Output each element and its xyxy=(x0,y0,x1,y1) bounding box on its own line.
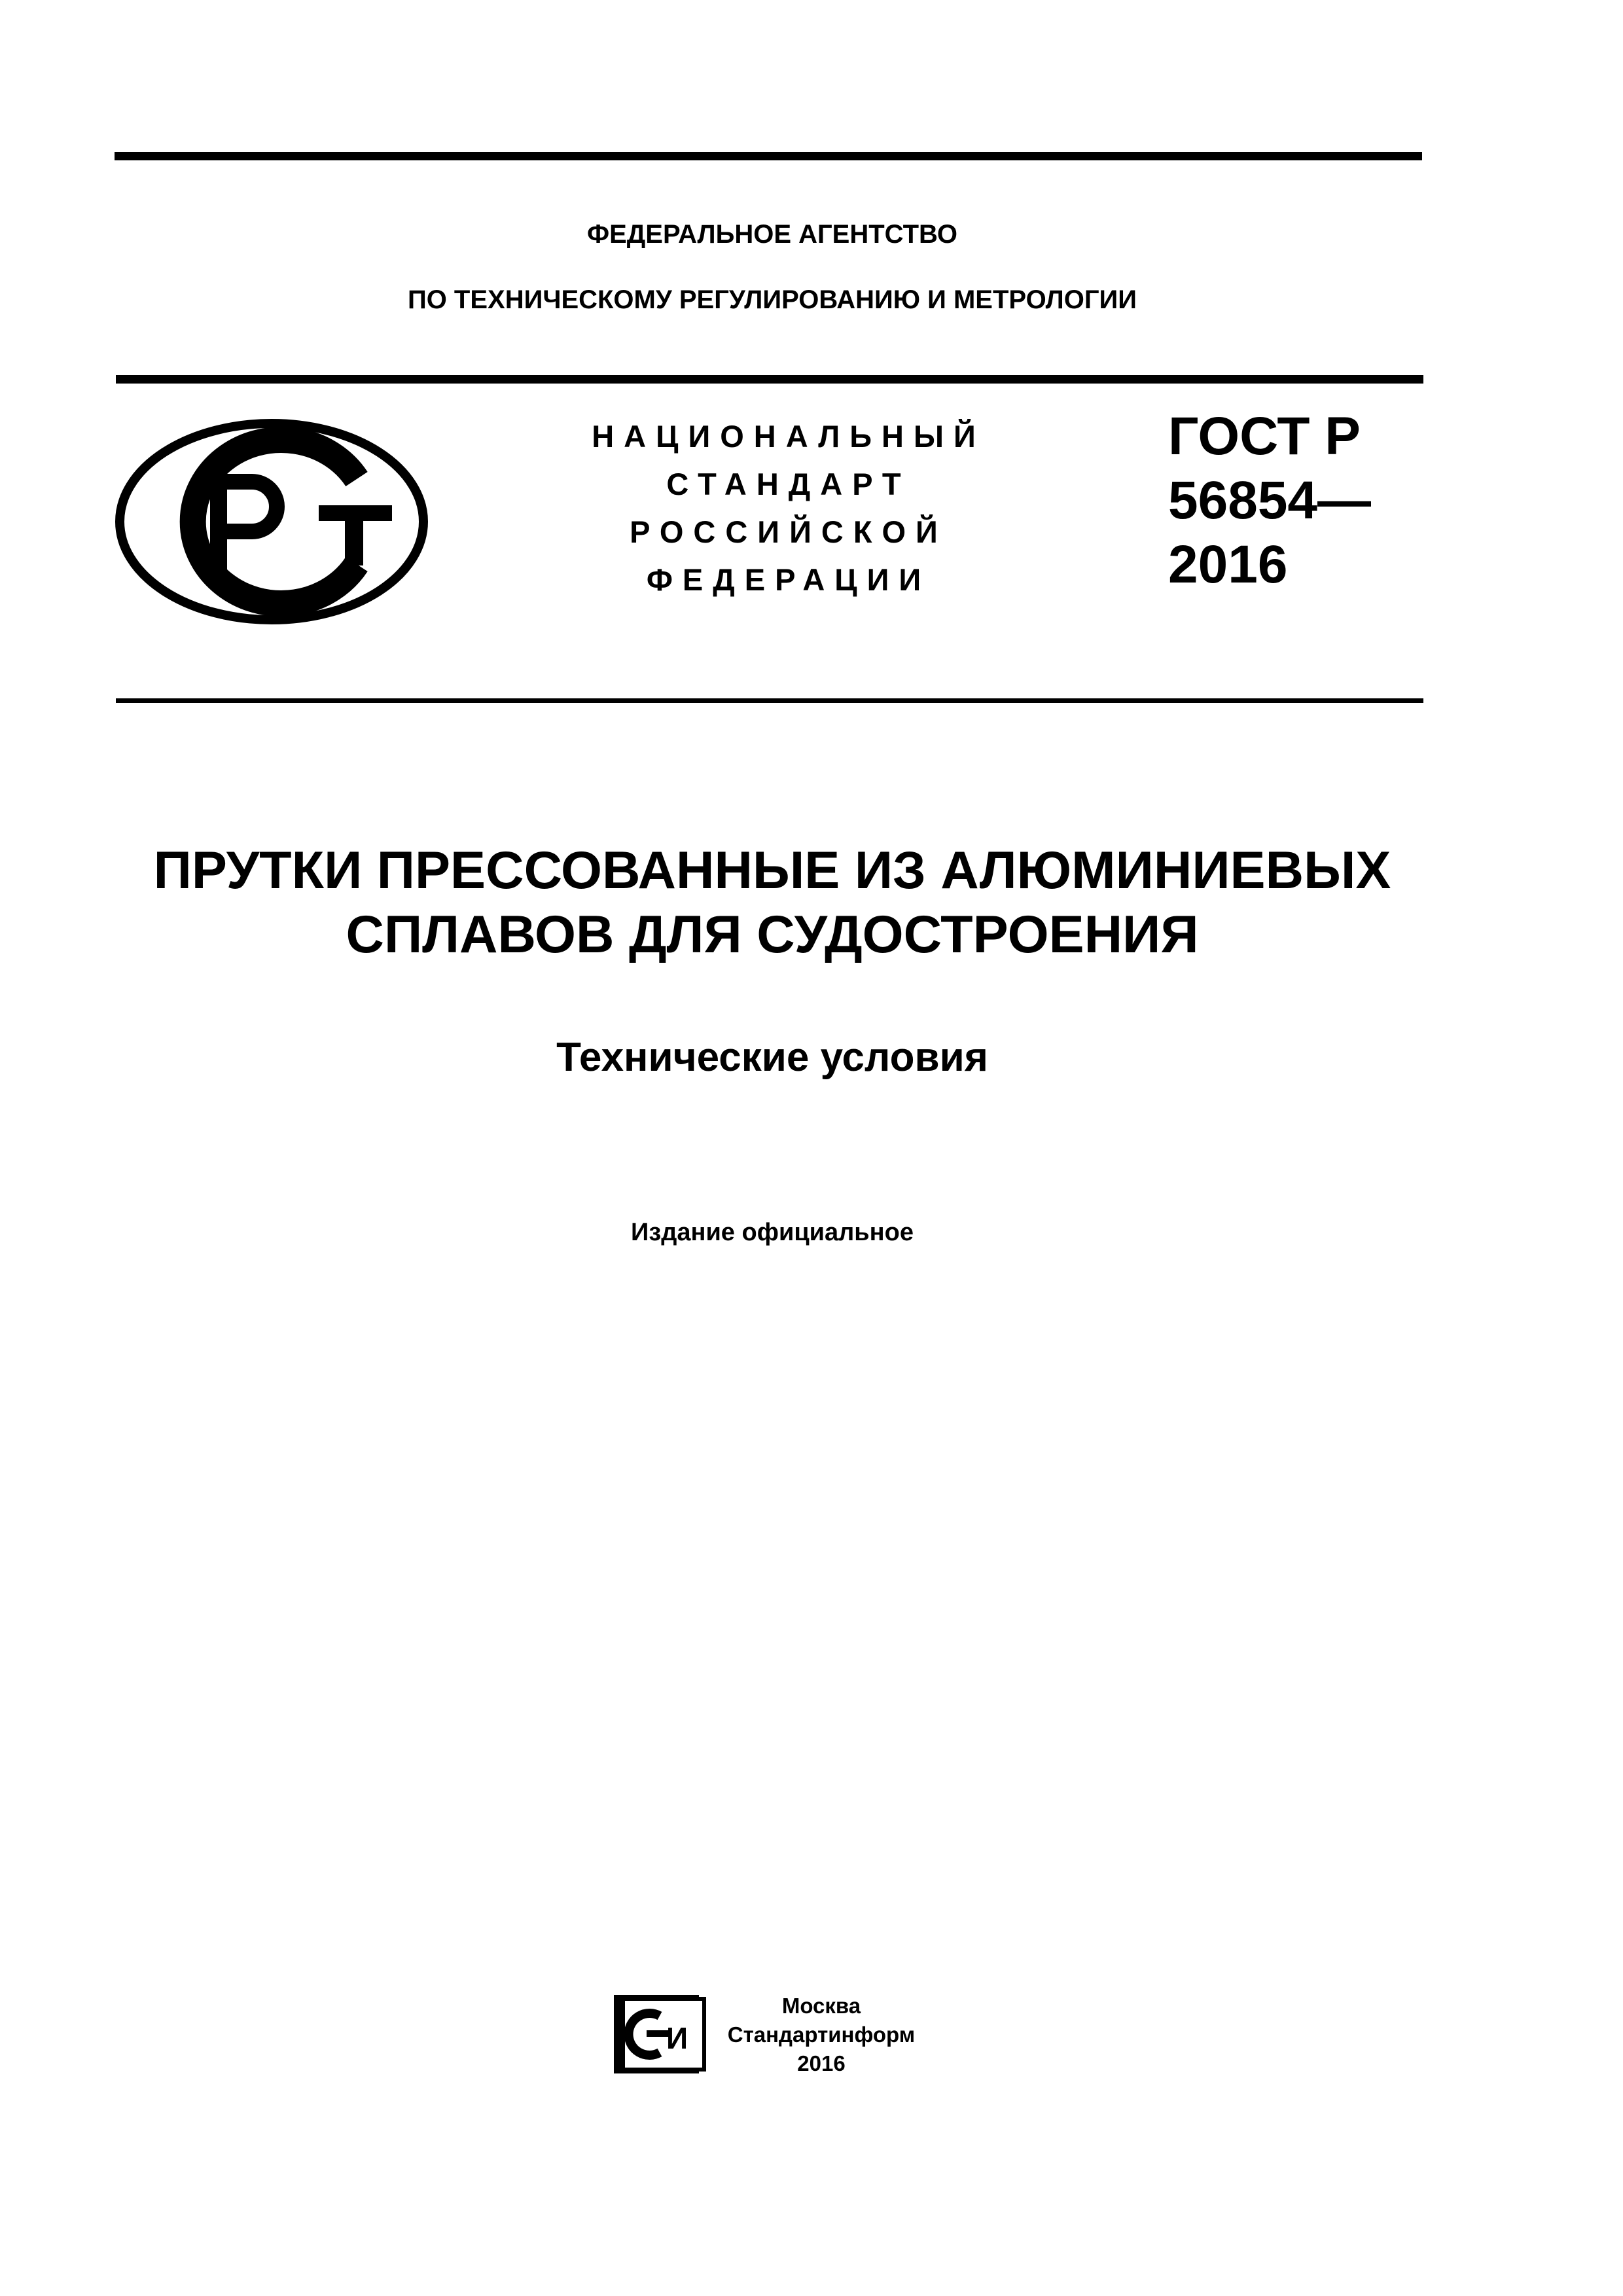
standard-type-line-3: РОССИЙСКОЙ xyxy=(630,514,948,549)
publisher-name: Стандартинформ xyxy=(727,2022,916,2047)
document-title-line-2: СПЛАВОВ ДЛЯ СУДОСТРОЕНИЯ xyxy=(346,905,1199,964)
designation-rule xyxy=(116,698,1423,703)
publisher-block xyxy=(723,1992,919,2078)
standartinform-logo-icon xyxy=(614,1995,707,2076)
top-rule xyxy=(115,152,1422,160)
publisher-city: Москва xyxy=(781,1994,861,2018)
designation-year: 2016 xyxy=(1168,535,1288,594)
designation-number: 56854— xyxy=(1168,471,1372,530)
standard-type-line-4: ФЕДЕРАЦИИ xyxy=(646,562,931,597)
agency-line-2: ПО ТЕХНИЧЕСКОМУ РЕГУЛИРОВАНИЮ И МЕТРОЛОГИИ xyxy=(407,285,1137,314)
agency-line-1: ФЕДЕРАЛЬНОЕ АГЕНТСТВО xyxy=(586,220,958,249)
svg-text:И: И xyxy=(666,2021,688,2055)
designation-prefix: ГОСТ Р xyxy=(1168,406,1361,466)
edition-label: Издание официальное xyxy=(631,1219,914,1246)
document-subtitle: Технические условия xyxy=(556,1035,988,1080)
standard-type xyxy=(569,412,1008,603)
standard-type-line-2: СТАНДАРТ xyxy=(666,467,911,501)
rst-emblem-icon xyxy=(115,419,429,625)
header-rule xyxy=(116,375,1423,384)
standard-type-line-1: НАЦИОНАЛЬНЫЙ xyxy=(592,419,986,454)
publisher-year: 2016 xyxy=(797,2051,846,2075)
designation xyxy=(1168,404,1371,597)
document-title-line-1: ПРУТКИ ПРЕССОВАННЫЕ ИЗ АЛЮМИНИЕВЫХ xyxy=(153,841,1391,900)
